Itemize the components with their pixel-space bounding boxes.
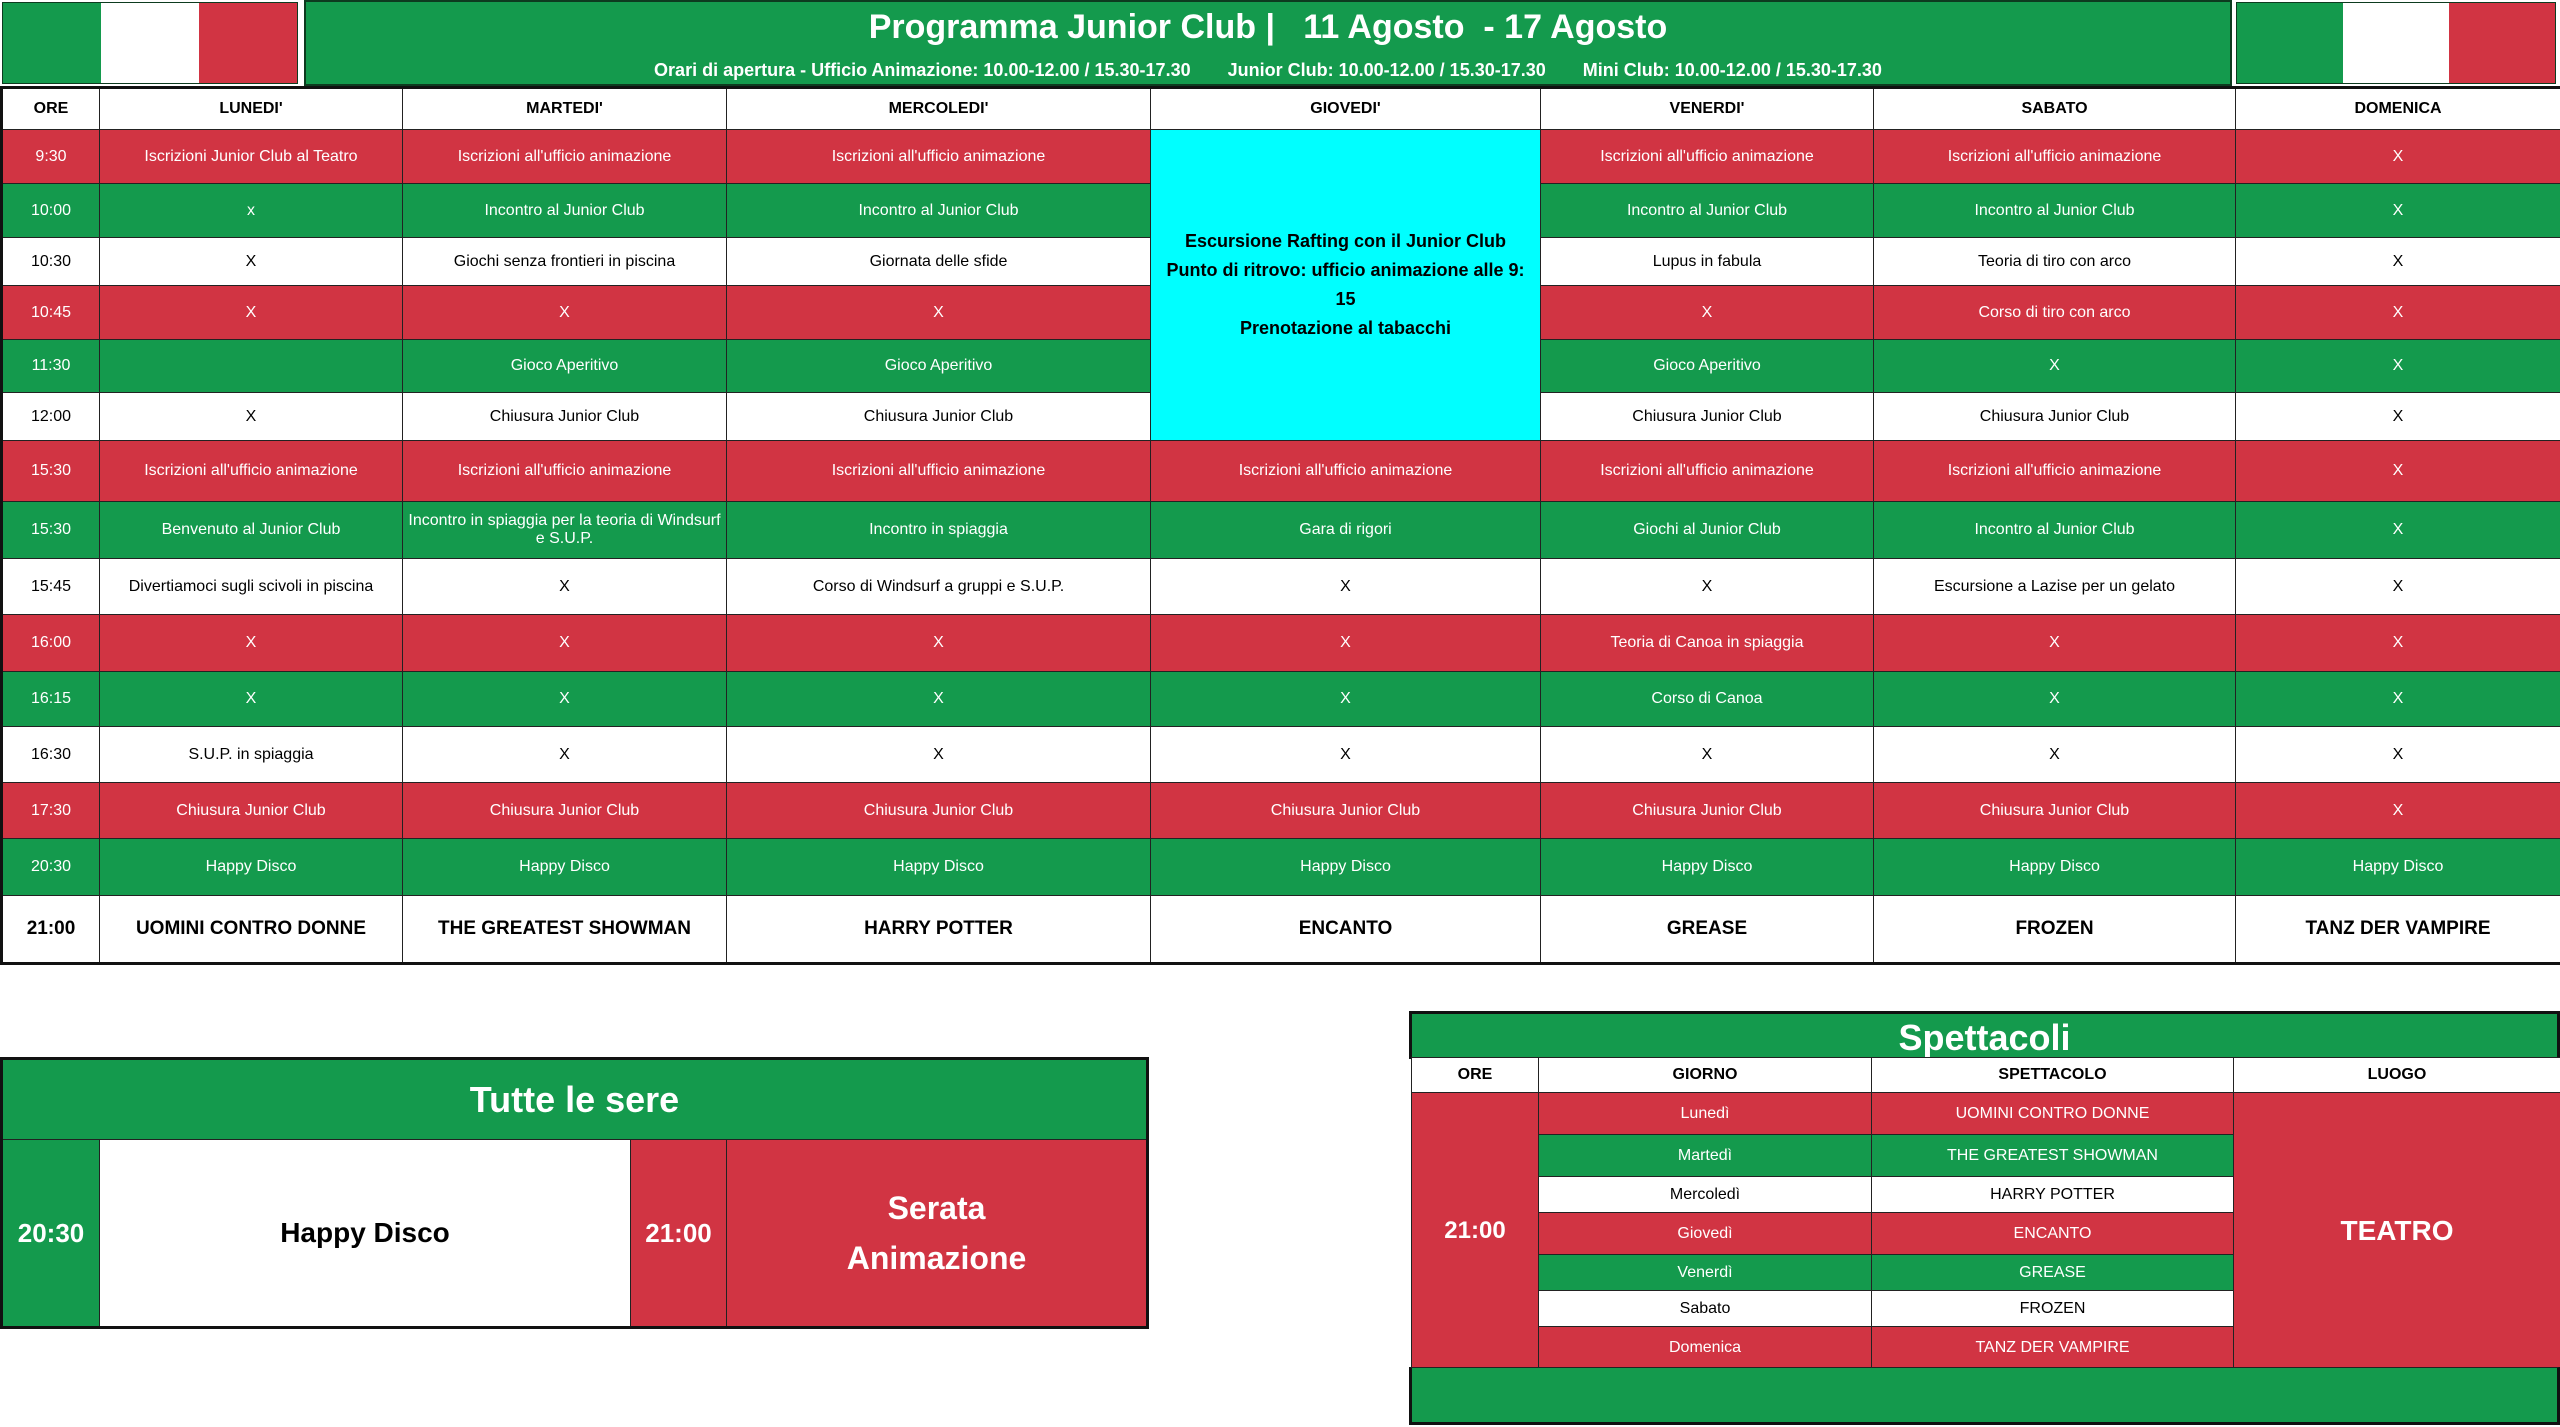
excursion-line: Escursione Rafting con il Junior Club bbox=[1184, 231, 1507, 251]
spettacoli-header: SPETTACOLO bbox=[1872, 1058, 2234, 1093]
happy-disco-cell: Happy Disco bbox=[100, 1140, 631, 1326]
activity-cell: X bbox=[2236, 559, 2560, 615]
show-title: THE GREATEST SHOWMAN bbox=[1872, 1135, 2234, 1177]
activity-cell: Iscrizioni all'ufficio animazione bbox=[1541, 130, 1874, 184]
activity-cell: X bbox=[1541, 727, 1874, 783]
activity-cell: X bbox=[2236, 502, 2560, 559]
activity-cell: THE GREATEST SHOWMAN bbox=[403, 896, 727, 964]
activity-cell: UOMINI CONTRO DONNE bbox=[100, 896, 403, 964]
activity-cell: X bbox=[727, 727, 1151, 783]
column-header: SABATO bbox=[1874, 88, 2236, 130]
tutte-le-sere-title: Tutte le sere bbox=[3, 1060, 1146, 1140]
activity-cell: Chiusura Junior Club bbox=[1874, 783, 2236, 839]
activity-cell: X bbox=[1874, 672, 2236, 727]
activity-cell: X bbox=[2236, 727, 2560, 783]
activity-cell: S.U.P. in spiaggia bbox=[100, 727, 403, 783]
activity-cell: Iscrizioni all'ufficio animazione bbox=[1151, 441, 1541, 502]
time-cell: 17:30 bbox=[2, 783, 100, 839]
activity-cell: X bbox=[1874, 340, 2236, 393]
header-banner bbox=[304, 0, 2232, 86]
activity-cell: Gara di rigori bbox=[1151, 502, 1541, 559]
activity-cell: Iscrizioni all'ufficio animazione bbox=[727, 441, 1151, 502]
show-day: Lunedì bbox=[1539, 1093, 1872, 1135]
activity-cell: X bbox=[2236, 286, 2560, 340]
activity-cell: Chiusura Junior Club bbox=[1541, 783, 1874, 839]
activity-cell: Chiusura Junior Club bbox=[403, 393, 727, 441]
activity-cell: Corso di Canoa bbox=[1541, 672, 1874, 727]
activity-cell: Iscrizioni all'ufficio animazione bbox=[1874, 130, 2236, 184]
activity-cell: X bbox=[727, 672, 1151, 727]
activity-cell: Divertiamoci sugli scivoli in piscina bbox=[100, 559, 403, 615]
activity-cell: Chiusura Junior Club bbox=[727, 393, 1151, 441]
show-day: Giovedì bbox=[1539, 1213, 1872, 1255]
weekly-schedule-table bbox=[0, 86, 2560, 965]
activity-cell: Incontro al Junior Club bbox=[727, 184, 1151, 238]
activity-cell: Iscrizioni all'ufficio animazione bbox=[727, 130, 1151, 184]
activity-cell: X bbox=[403, 615, 727, 672]
activity-cell: Happy Disco bbox=[100, 839, 403, 896]
activity-cell: X bbox=[1874, 615, 2236, 672]
activity-cell: Escursione a Lazise per un gelato bbox=[1874, 559, 2236, 615]
activity-cell: x bbox=[100, 184, 403, 238]
show-day: Venerdì bbox=[1539, 1255, 1872, 1291]
activity-cell: X bbox=[100, 393, 403, 441]
activity-cell: Iscrizioni all'ufficio animazione bbox=[403, 130, 727, 184]
table-row bbox=[2, 783, 2560, 839]
time-cell: 10:00 bbox=[2, 184, 100, 238]
activity-cell: X bbox=[2236, 783, 2560, 839]
table-row bbox=[2, 502, 2560, 559]
activity-cell: X bbox=[2236, 184, 2560, 238]
activity-cell: Gioco Aperitivo bbox=[1541, 340, 1874, 393]
activity-cell: X bbox=[100, 238, 403, 286]
column-header: DOMENICA bbox=[2236, 88, 2560, 130]
activity-cell: Iscrizioni all'ufficio animazione bbox=[100, 441, 403, 502]
activity-cell: Corso di Windsurf a gruppi e S.U.P. bbox=[727, 559, 1151, 615]
table-row bbox=[2, 130, 2560, 184]
show-day: Martedì bbox=[1539, 1135, 1872, 1177]
activity-cell: Chiusura Junior Club bbox=[1874, 393, 2236, 441]
activity-cell: Incontro al Junior Club bbox=[1874, 184, 2236, 238]
hours-mini-club: Mini Club: 10.00-12.00 / 15.30-17.30 bbox=[1582, 60, 1882, 80]
activity-cell: X bbox=[100, 615, 403, 672]
activity-cell: X bbox=[1874, 727, 2236, 783]
spettacoli-table bbox=[1411, 1057, 2560, 1369]
activity-cell: Happy Disco bbox=[1151, 839, 1541, 896]
activity-cell: Incontro al Junior Club bbox=[403, 184, 727, 238]
activity-cell: X bbox=[1151, 672, 1541, 727]
table-row bbox=[2, 727, 2560, 783]
activity-cell: X bbox=[1151, 559, 1541, 615]
activity-cell: X bbox=[2236, 672, 2560, 727]
activity-cell: X bbox=[2236, 615, 2560, 672]
activity-cell: X bbox=[100, 286, 403, 340]
activity-cell: Happy Disco bbox=[403, 839, 727, 896]
activity-cell: FROZEN bbox=[1874, 896, 2236, 964]
activity-cell: X bbox=[2236, 130, 2560, 184]
excursion-line: Prenotazione al tabacchi bbox=[1239, 318, 1452, 338]
activity-cell: Lupus in fabula bbox=[1541, 238, 1874, 286]
italian-flag-left bbox=[2, 2, 298, 84]
activity-cell: X bbox=[403, 559, 727, 615]
activity-cell: Chiusura Junior Club bbox=[727, 783, 1151, 839]
column-header: LUNEDI' bbox=[100, 88, 403, 130]
activity-cell: Corso di tiro con arco bbox=[1874, 286, 2236, 340]
tutte-le-sere-panel bbox=[0, 1057, 1149, 1329]
table-row bbox=[2, 839, 2560, 896]
activity-cell: Teoria di Canoa in spiaggia bbox=[1541, 615, 1874, 672]
activity-cell: X bbox=[2236, 441, 2560, 502]
activity-cell bbox=[100, 340, 403, 393]
serata-animazione-cell: Serata Animazione bbox=[727, 1140, 1146, 1326]
activity-cell: Giochi al Junior Club bbox=[1541, 502, 1874, 559]
activity-cell: Gioco Aperitivo bbox=[403, 340, 727, 393]
show-place: TEATRO bbox=[2234, 1093, 2560, 1369]
activity-cell: Chiusura Junior Club bbox=[1151, 783, 1541, 839]
activity-cell: X bbox=[1151, 615, 1541, 672]
time-cell: 10:30 bbox=[2, 238, 100, 286]
activity-cell: Happy Disco bbox=[1874, 839, 2236, 896]
activity-cell: Incontro in spiaggia bbox=[727, 502, 1151, 559]
show-title: HARRY POTTER bbox=[1872, 1177, 2234, 1213]
activity-cell: HARRY POTTER bbox=[727, 896, 1151, 964]
page-title: Programma Junior Club | 11 Agosto - 17 Agosto bbox=[868, 8, 1668, 46]
activity-cell: X bbox=[1541, 286, 1874, 340]
activity-cell: Teoria di tiro con arco bbox=[1874, 238, 2236, 286]
rafting-excursion-cell bbox=[1151, 130, 1541, 441]
activity-cell: Chiusura Junior Club bbox=[403, 783, 727, 839]
time-20-30: 20:30 bbox=[3, 1140, 100, 1326]
activity-cell: X bbox=[1541, 559, 1874, 615]
activity-cell: X bbox=[1151, 727, 1541, 783]
activity-cell: Chiusura Junior Club bbox=[100, 783, 403, 839]
spettacoli-header: GIORNO bbox=[1539, 1058, 1872, 1093]
table-row bbox=[2, 441, 2560, 502]
spettacoli-footer bbox=[1409, 1367, 2560, 1425]
activity-cell: Happy Disco bbox=[727, 839, 1151, 896]
activity-cell: Iscrizioni all'ufficio animazione bbox=[1874, 441, 2236, 502]
time-cell: 12:00 bbox=[2, 393, 100, 441]
activity-cell: Happy Disco bbox=[2236, 839, 2560, 896]
table-row bbox=[2, 615, 2560, 672]
show-title: TANZ DER VAMPIRE bbox=[1872, 1327, 2234, 1369]
hours-animation-office: Orari di apertura - Ufficio Animazione: 10.00-12.00 / 15.30-17.30 bbox=[654, 60, 1191, 80]
activity-cell: X bbox=[2236, 238, 2560, 286]
activity-cell: Iscrizioni Junior Club al Teatro bbox=[100, 130, 403, 184]
show-row bbox=[1412, 1093, 2560, 1135]
activity-cell: X bbox=[727, 615, 1151, 672]
activity-cell: GREASE bbox=[1541, 896, 1874, 964]
show-day: Sabato bbox=[1539, 1291, 1872, 1327]
italian-flag-right bbox=[2236, 2, 2556, 84]
show-title: ENCANTO bbox=[1872, 1213, 2234, 1255]
time-cell: 16:00 bbox=[2, 615, 100, 672]
show-title: UOMINI CONTRO DONNE bbox=[1872, 1093, 2234, 1135]
activity-cell: X bbox=[403, 727, 727, 783]
activity-cell: Gioco Aperitivo bbox=[727, 340, 1151, 393]
show-day: Mercoledì bbox=[1539, 1177, 1872, 1213]
column-header: GIOVEDI' bbox=[1151, 88, 1541, 130]
time-cell: 15:30 bbox=[2, 502, 100, 559]
show-time: 21:00 bbox=[1412, 1093, 1539, 1369]
time-cell: 16:30 bbox=[2, 727, 100, 783]
activity-cell: Incontro in spiaggia per la teoria di Windsurf e S.U.P. bbox=[403, 502, 727, 559]
show-day: Domenica bbox=[1539, 1327, 1872, 1369]
excursion-line: Punto di ritrovo: ufficio animazione alle 9: bbox=[1166, 260, 1525, 280]
table-row bbox=[2, 672, 2560, 727]
activity-cell: X bbox=[727, 286, 1151, 340]
activity-cell: Incontro al Junior Club bbox=[1541, 184, 1874, 238]
activity-cell: TANZ DER VAMPIRE bbox=[2236, 896, 2560, 964]
opening-hours bbox=[306, 60, 2230, 81]
spettacoli-header: LUOGO bbox=[2234, 1058, 2560, 1093]
time-cell: 21:00 bbox=[2, 896, 100, 964]
show-title: FROZEN bbox=[1872, 1291, 2234, 1327]
hours-junior-club: Junior Club: 10.00-12.00 / 15.30-17.30 bbox=[1227, 60, 1546, 80]
table-row bbox=[2, 896, 2560, 964]
show-title: GREASE bbox=[1872, 1255, 2234, 1291]
time-cell: 15:45 bbox=[2, 559, 100, 615]
time-cell: 16:15 bbox=[2, 672, 100, 727]
time-cell: 9:30 bbox=[2, 130, 100, 184]
excursion-line: 15 bbox=[1335, 289, 1356, 309]
time-cell: 10:45 bbox=[2, 286, 100, 340]
activity-cell: Incontro al Junior Club bbox=[1874, 502, 2236, 559]
column-header: ORE bbox=[2, 88, 100, 130]
activity-cell: ENCANTO bbox=[1151, 896, 1541, 964]
activity-cell: Giornata delle sfide bbox=[727, 238, 1151, 286]
spettacoli-header: ORE bbox=[1412, 1058, 1539, 1093]
activity-cell: Iscrizioni all'ufficio animazione bbox=[1541, 441, 1874, 502]
activity-cell: Benvenuto al Junior Club bbox=[100, 502, 403, 559]
spettacoli-title: Spettacoli bbox=[1409, 1011, 2560, 1059]
time-cell: 20:30 bbox=[2, 839, 100, 896]
column-header: VENERDI' bbox=[1541, 88, 1874, 130]
activity-cell: Iscrizioni all'ufficio animazione bbox=[403, 441, 727, 502]
time-21-00: 21:00 bbox=[631, 1140, 727, 1326]
column-header: MERCOLEDI' bbox=[727, 88, 1151, 130]
activity-cell: Happy Disco bbox=[1541, 839, 1874, 896]
activity-cell: X bbox=[100, 672, 403, 727]
activity-cell: Giochi senza frontieri in piscina bbox=[403, 238, 727, 286]
table-row bbox=[2, 559, 2560, 615]
activity-cell: X bbox=[2236, 393, 2560, 441]
activity-cell: X bbox=[403, 286, 727, 340]
time-cell: 15:30 bbox=[2, 441, 100, 502]
time-cell: 11:30 bbox=[2, 340, 100, 393]
activity-cell: X bbox=[2236, 340, 2560, 393]
activity-cell: Chiusura Junior Club bbox=[1541, 393, 1874, 441]
column-header: MARTEDI' bbox=[403, 88, 727, 130]
activity-cell: X bbox=[403, 672, 727, 727]
